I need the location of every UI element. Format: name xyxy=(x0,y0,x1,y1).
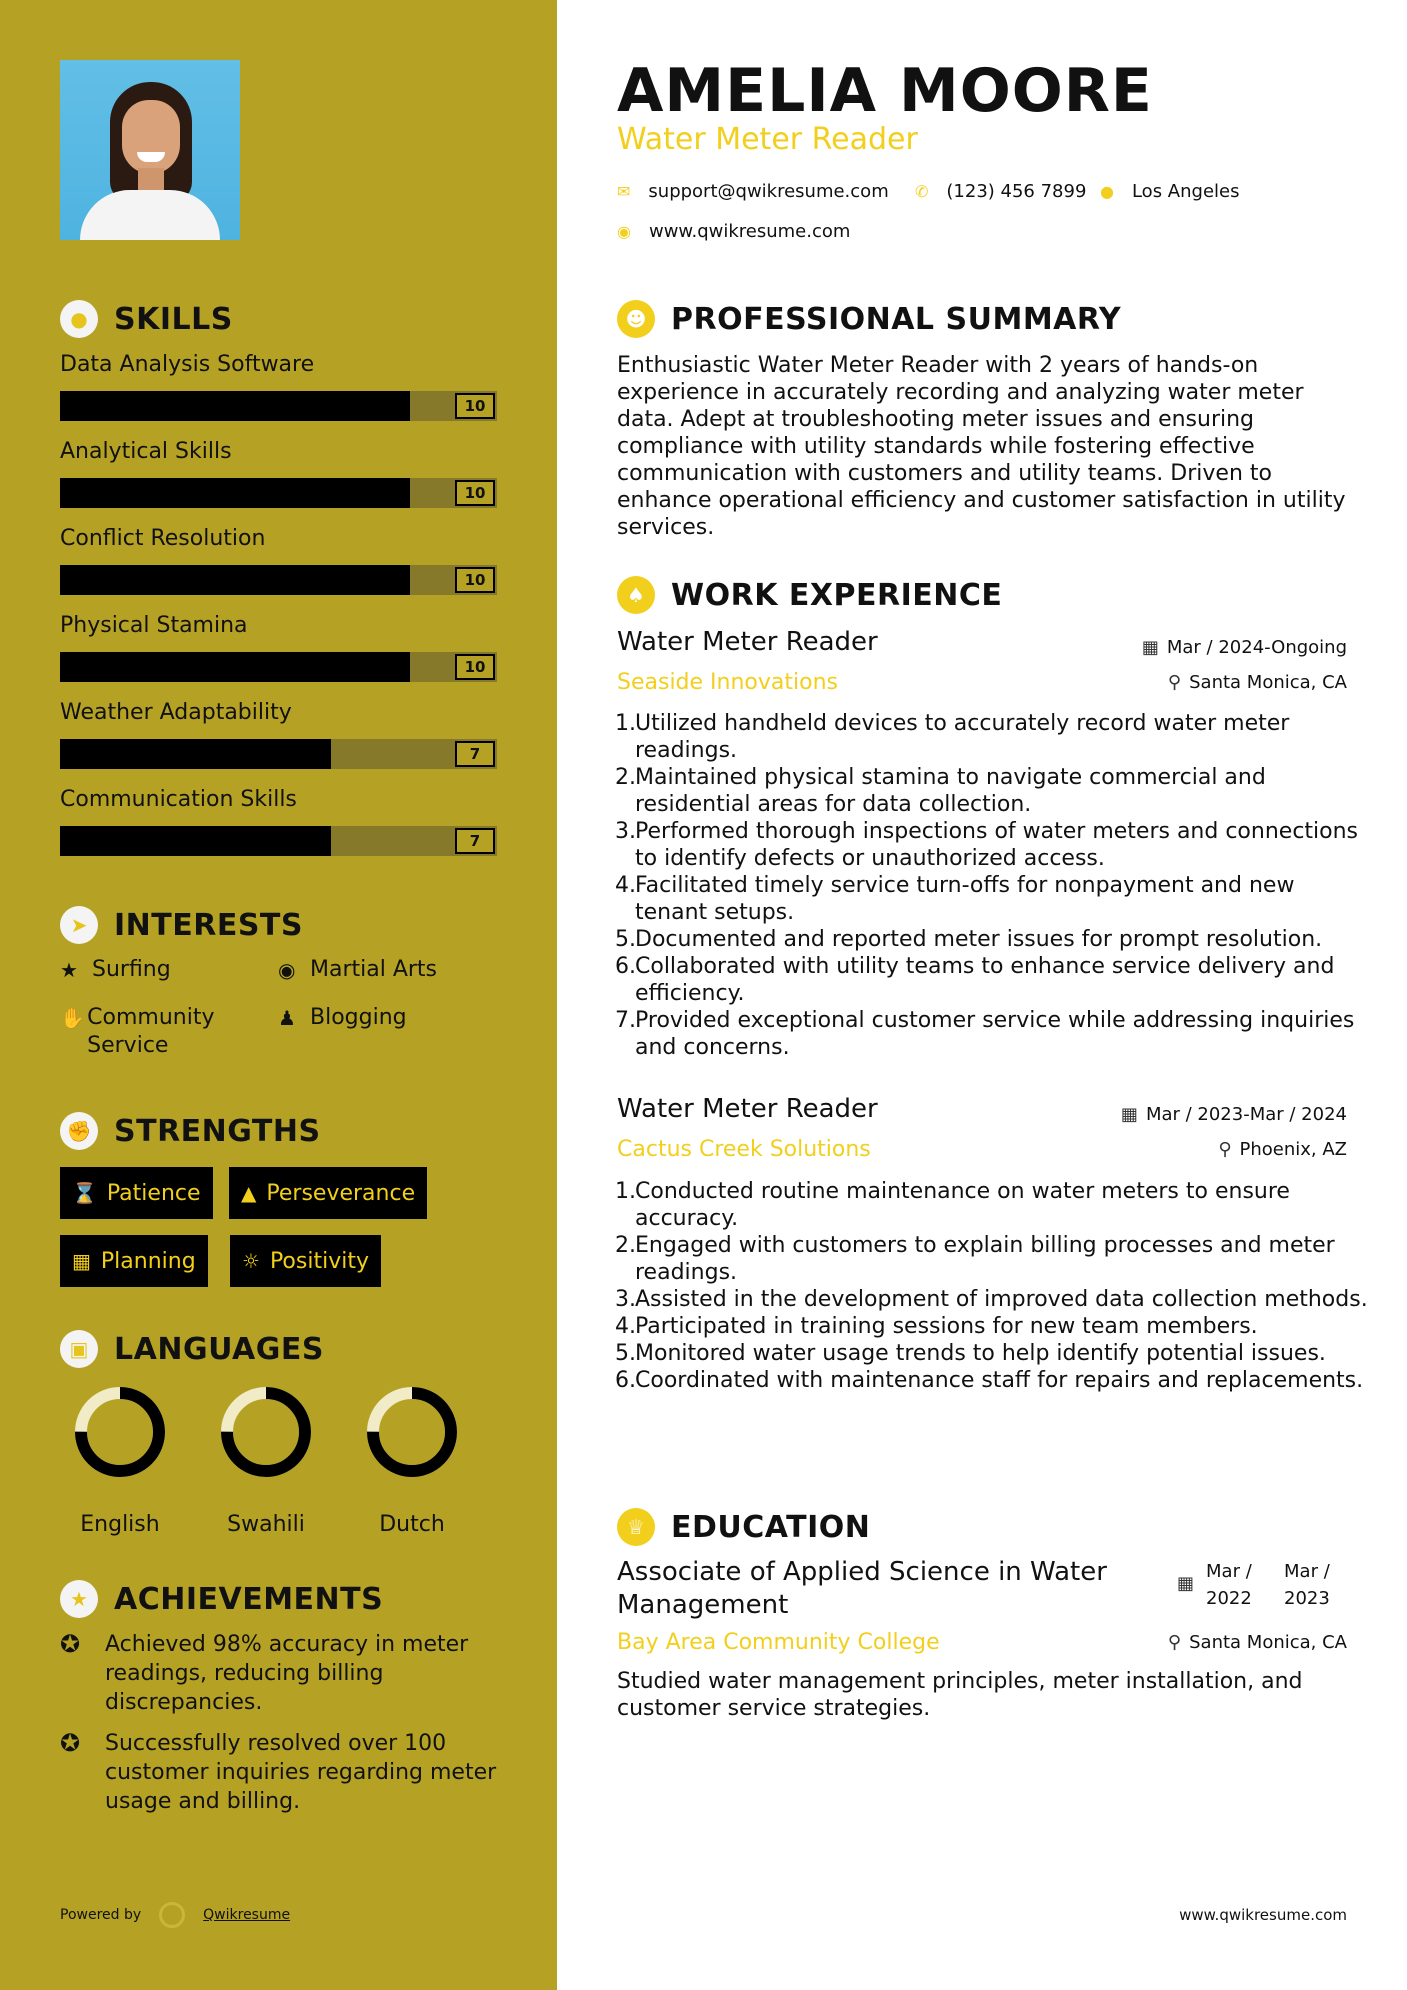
interest-item xyxy=(278,1004,407,1032)
skill-name: Weather Adaptability xyxy=(60,700,292,725)
pushpin-icon: ⚲ xyxy=(1167,1632,1182,1653)
strength-badge xyxy=(229,1167,427,1219)
language-card-icon: ▣ xyxy=(60,1330,98,1368)
contact-website[interactable] xyxy=(617,221,850,242)
school-name: Bay Area Community College xyxy=(617,1630,940,1655)
profile-photo xyxy=(60,60,240,240)
language-ring xyxy=(74,1386,166,1478)
shooting-star-icon: ✪ xyxy=(60,1729,81,1757)
phone-icon: ✆ xyxy=(915,182,929,201)
skill-score: 10 xyxy=(455,567,495,593)
skill-bar xyxy=(60,478,497,508)
interest-label: Community Service xyxy=(87,1005,215,1058)
main-content xyxy=(557,0,1407,1990)
duty-item: Monitored water usage trends to help identify potential issues. xyxy=(635,1341,1326,1366)
education-location-text: Santa Monica, CA xyxy=(1189,1632,1347,1653)
education-dates xyxy=(1177,1558,1350,1612)
strength-label: Planning xyxy=(100,1248,196,1274)
job-location xyxy=(1218,1139,1347,1160)
strength-label: Positivity xyxy=(269,1248,369,1274)
calendar-icon: ▦ xyxy=(72,1249,91,1273)
qwikresume-logo-icon xyxy=(159,1902,185,1928)
duty-item: Assisted in the development of improved data collection methods. xyxy=(635,1287,1368,1312)
duty-item: Documented and reported meter issues for prompt resolution. xyxy=(635,927,1323,952)
powered-by xyxy=(60,1902,290,1928)
job-company: Seaside Innovations xyxy=(617,670,838,695)
globe-icon: ◉ xyxy=(278,958,296,982)
duty-item: Participated in training sessions for new team members. xyxy=(635,1314,1258,1339)
job-dates xyxy=(1121,1104,1347,1125)
interests-header xyxy=(60,906,303,944)
skill-name: Analytical Skills xyxy=(60,439,232,464)
phone-text: (123) 456 7899 xyxy=(946,181,1087,202)
job-title: Water Meter Reader xyxy=(617,1094,878,1124)
website-text: www.qwikresume.com xyxy=(648,221,851,242)
job-company: Cactus Creek Solutions xyxy=(617,1137,871,1162)
strength-label: Patience xyxy=(106,1180,201,1206)
calendar-icon: ▦ xyxy=(1177,1573,1195,1594)
skill-name: Physical Stamina xyxy=(60,613,248,638)
skill-bar xyxy=(60,565,497,595)
pushpin-icon: ⚲ xyxy=(1167,672,1182,693)
job-location-text: Phoenix, AZ xyxy=(1239,1139,1347,1160)
shooting-star-icon: ✪ xyxy=(60,1630,81,1658)
lightbulb-icon: ● xyxy=(60,300,98,338)
interest-item xyxy=(278,956,437,984)
strengths-title: STRENGTHS xyxy=(114,1113,321,1149)
strength-badge xyxy=(60,1235,208,1287)
interest-item xyxy=(60,1004,270,1060)
sidebar xyxy=(0,0,557,1990)
job-location xyxy=(1168,672,1347,693)
qwikresume-link[interactable]: Qwikresume xyxy=(203,1907,291,1923)
skill-score: 7 xyxy=(455,741,495,767)
location-text: Los Angeles xyxy=(1131,181,1240,202)
duty-item: Facilitated timely service turn-offs for nonpayment and new tenant setups. xyxy=(635,873,1295,925)
calendar-icon: ▦ xyxy=(1120,1104,1138,1125)
education-header xyxy=(617,1508,870,1546)
achievement-item xyxy=(60,1729,500,1816)
globe-icon: ◉ xyxy=(617,222,631,241)
paper-plane-icon: ➤ xyxy=(60,906,98,944)
skill-bar xyxy=(60,652,497,682)
interests-title: INTERESTS xyxy=(114,907,303,943)
summary-text: Enthusiastic Water Meter Reader with 2 years of hands-on experience in accurately recording and analyzing water meter data. Adept at troubleshooting meter issues and ensuring compliance with utility standards while fostering effective communication with customers and utility teams. Driven to enhance operational efficiency and customer satisfaction in utility services. xyxy=(617,353,1346,540)
education-location xyxy=(1168,1632,1347,1653)
strength-badge xyxy=(230,1235,381,1287)
job-duties xyxy=(617,1178,1369,1394)
footer-url[interactable]: www.qwikresume.com xyxy=(1179,1906,1347,1924)
duty-item: Collaborated with utility teams to enhance service delivery and efficiency. xyxy=(635,954,1335,1006)
hourglass-icon: ⌛ xyxy=(72,1181,97,1205)
language-item xyxy=(70,1386,170,1537)
achievements-header xyxy=(60,1580,383,1618)
duty-item: Engaged with customers to explain billing processes and meter readings. xyxy=(635,1233,1335,1285)
road-icon: ▲ xyxy=(241,1181,257,1205)
job-title: Water Meter Reader xyxy=(617,627,878,657)
star-badge-icon: ★ xyxy=(60,1580,98,1618)
contact-email[interactable] xyxy=(617,181,889,202)
email-text: support@qwikresume.com xyxy=(648,181,889,202)
language-ring xyxy=(366,1386,458,1478)
skill-score: 7 xyxy=(455,828,495,854)
duty-item: Utilized handheld devices to accurately record water meter readings. xyxy=(635,711,1290,763)
strength-badge xyxy=(60,1167,213,1219)
skill-bar xyxy=(60,826,497,856)
star-icon: ★ xyxy=(60,958,78,982)
languages-header xyxy=(60,1330,324,1368)
map-pin-icon: ● xyxy=(1100,182,1114,201)
summary-header xyxy=(617,300,1121,338)
group-icon: ♟ xyxy=(278,1006,296,1030)
job-duties xyxy=(617,710,1369,1061)
envelope-icon: ✉ xyxy=(617,182,631,201)
summary-title: PROFESSIONAL SUMMARY xyxy=(671,301,1122,337)
interest-label: Martial Arts xyxy=(310,957,438,982)
skill-bar xyxy=(60,391,497,421)
achievement-item xyxy=(60,1630,500,1717)
skill-name: Communication Skills xyxy=(60,787,297,812)
degree-title: Associate of Applied Science in Water Management xyxy=(617,1557,1107,1620)
interest-label: Surfing xyxy=(92,957,171,982)
strengths-header xyxy=(60,1112,321,1150)
contact-location xyxy=(1100,181,1239,202)
achievements-title: ACHIEVEMENTS xyxy=(114,1581,384,1617)
languages-title: LANGUAGES xyxy=(114,1331,324,1367)
strength-label: Perseverance xyxy=(266,1180,416,1206)
contact-phone[interactable] xyxy=(915,181,1086,202)
education-description: Studied water management principles, meter installation, and customer service strategies. xyxy=(617,1669,1303,1721)
hand-icon: ✋ xyxy=(60,1006,85,1030)
powered-by-text: Powered by xyxy=(60,1907,142,1923)
pushpin-icon: ⚲ xyxy=(1218,1139,1232,1160)
interest-item xyxy=(60,956,171,984)
language-label: English xyxy=(80,1512,160,1537)
skill-score: 10 xyxy=(455,480,495,506)
education-title: EDUCATION xyxy=(671,1509,871,1545)
experience-header xyxy=(617,576,1002,614)
interest-label: Blogging xyxy=(310,1005,407,1030)
education-end: Mar / 2023 xyxy=(1284,1561,1330,1609)
candidate-title: Water Meter Reader xyxy=(617,122,918,157)
skill-bar xyxy=(60,739,497,769)
duty-item: Provided exceptional customer service while addressing inquiries and concerns. xyxy=(635,1008,1355,1060)
job-dates-text: Mar / 2024-Ongoing xyxy=(1166,637,1347,658)
experience-title: WORK EXPERIENCE xyxy=(671,577,1003,613)
duty-item: Performed thorough inspections of water meters and connections to identify defects or unauthorized access. xyxy=(635,819,1359,871)
office-chair-icon: ♠ xyxy=(617,576,655,614)
achievement-text: Successfully resolved over 100 customer inquiries regarding meter usage and billing. xyxy=(105,1731,497,1814)
skills-header xyxy=(60,300,233,338)
skill-score: 10 xyxy=(455,393,495,419)
candidate-name: AMELIA MOORE xyxy=(617,56,1153,126)
achievement-text: Achieved 98% accuracy in meter readings, reducing billing discrepancies. xyxy=(105,1632,469,1715)
user-icon: ☻ xyxy=(617,300,655,338)
language-item xyxy=(216,1386,316,1537)
duty-item: Conducted routine maintenance on water meters to ensure accuracy. xyxy=(635,1179,1290,1231)
calendar-icon: ▦ xyxy=(1141,637,1159,658)
language-ring xyxy=(220,1386,312,1478)
sun-icon: ☼ xyxy=(242,1249,260,1273)
fist-icon: ✊ xyxy=(60,1112,98,1150)
job-dates xyxy=(1142,637,1347,658)
skill-name: Data Analysis Software xyxy=(60,352,315,377)
skill-name: Conflict Resolution xyxy=(60,526,266,551)
job-location-text: Santa Monica, CA xyxy=(1189,672,1347,693)
duty-item: Coordinated with maintenance staff for repairs and replacements. xyxy=(635,1368,1364,1393)
language-label: Swahili xyxy=(227,1512,305,1537)
graduation-icon: ♕ xyxy=(617,1508,655,1546)
language-item xyxy=(362,1386,462,1537)
skill-score: 10 xyxy=(455,654,495,680)
job-dates-text: Mar / 2023-Mar / 2024 xyxy=(1145,1104,1347,1125)
language-label: Dutch xyxy=(379,1512,445,1537)
education-start: Mar / 2022 xyxy=(1206,1561,1252,1609)
duty-item: Maintained physical stamina to navigate commercial and residential areas for data collection. xyxy=(635,765,1266,817)
skills-title: SKILLS xyxy=(114,301,233,337)
